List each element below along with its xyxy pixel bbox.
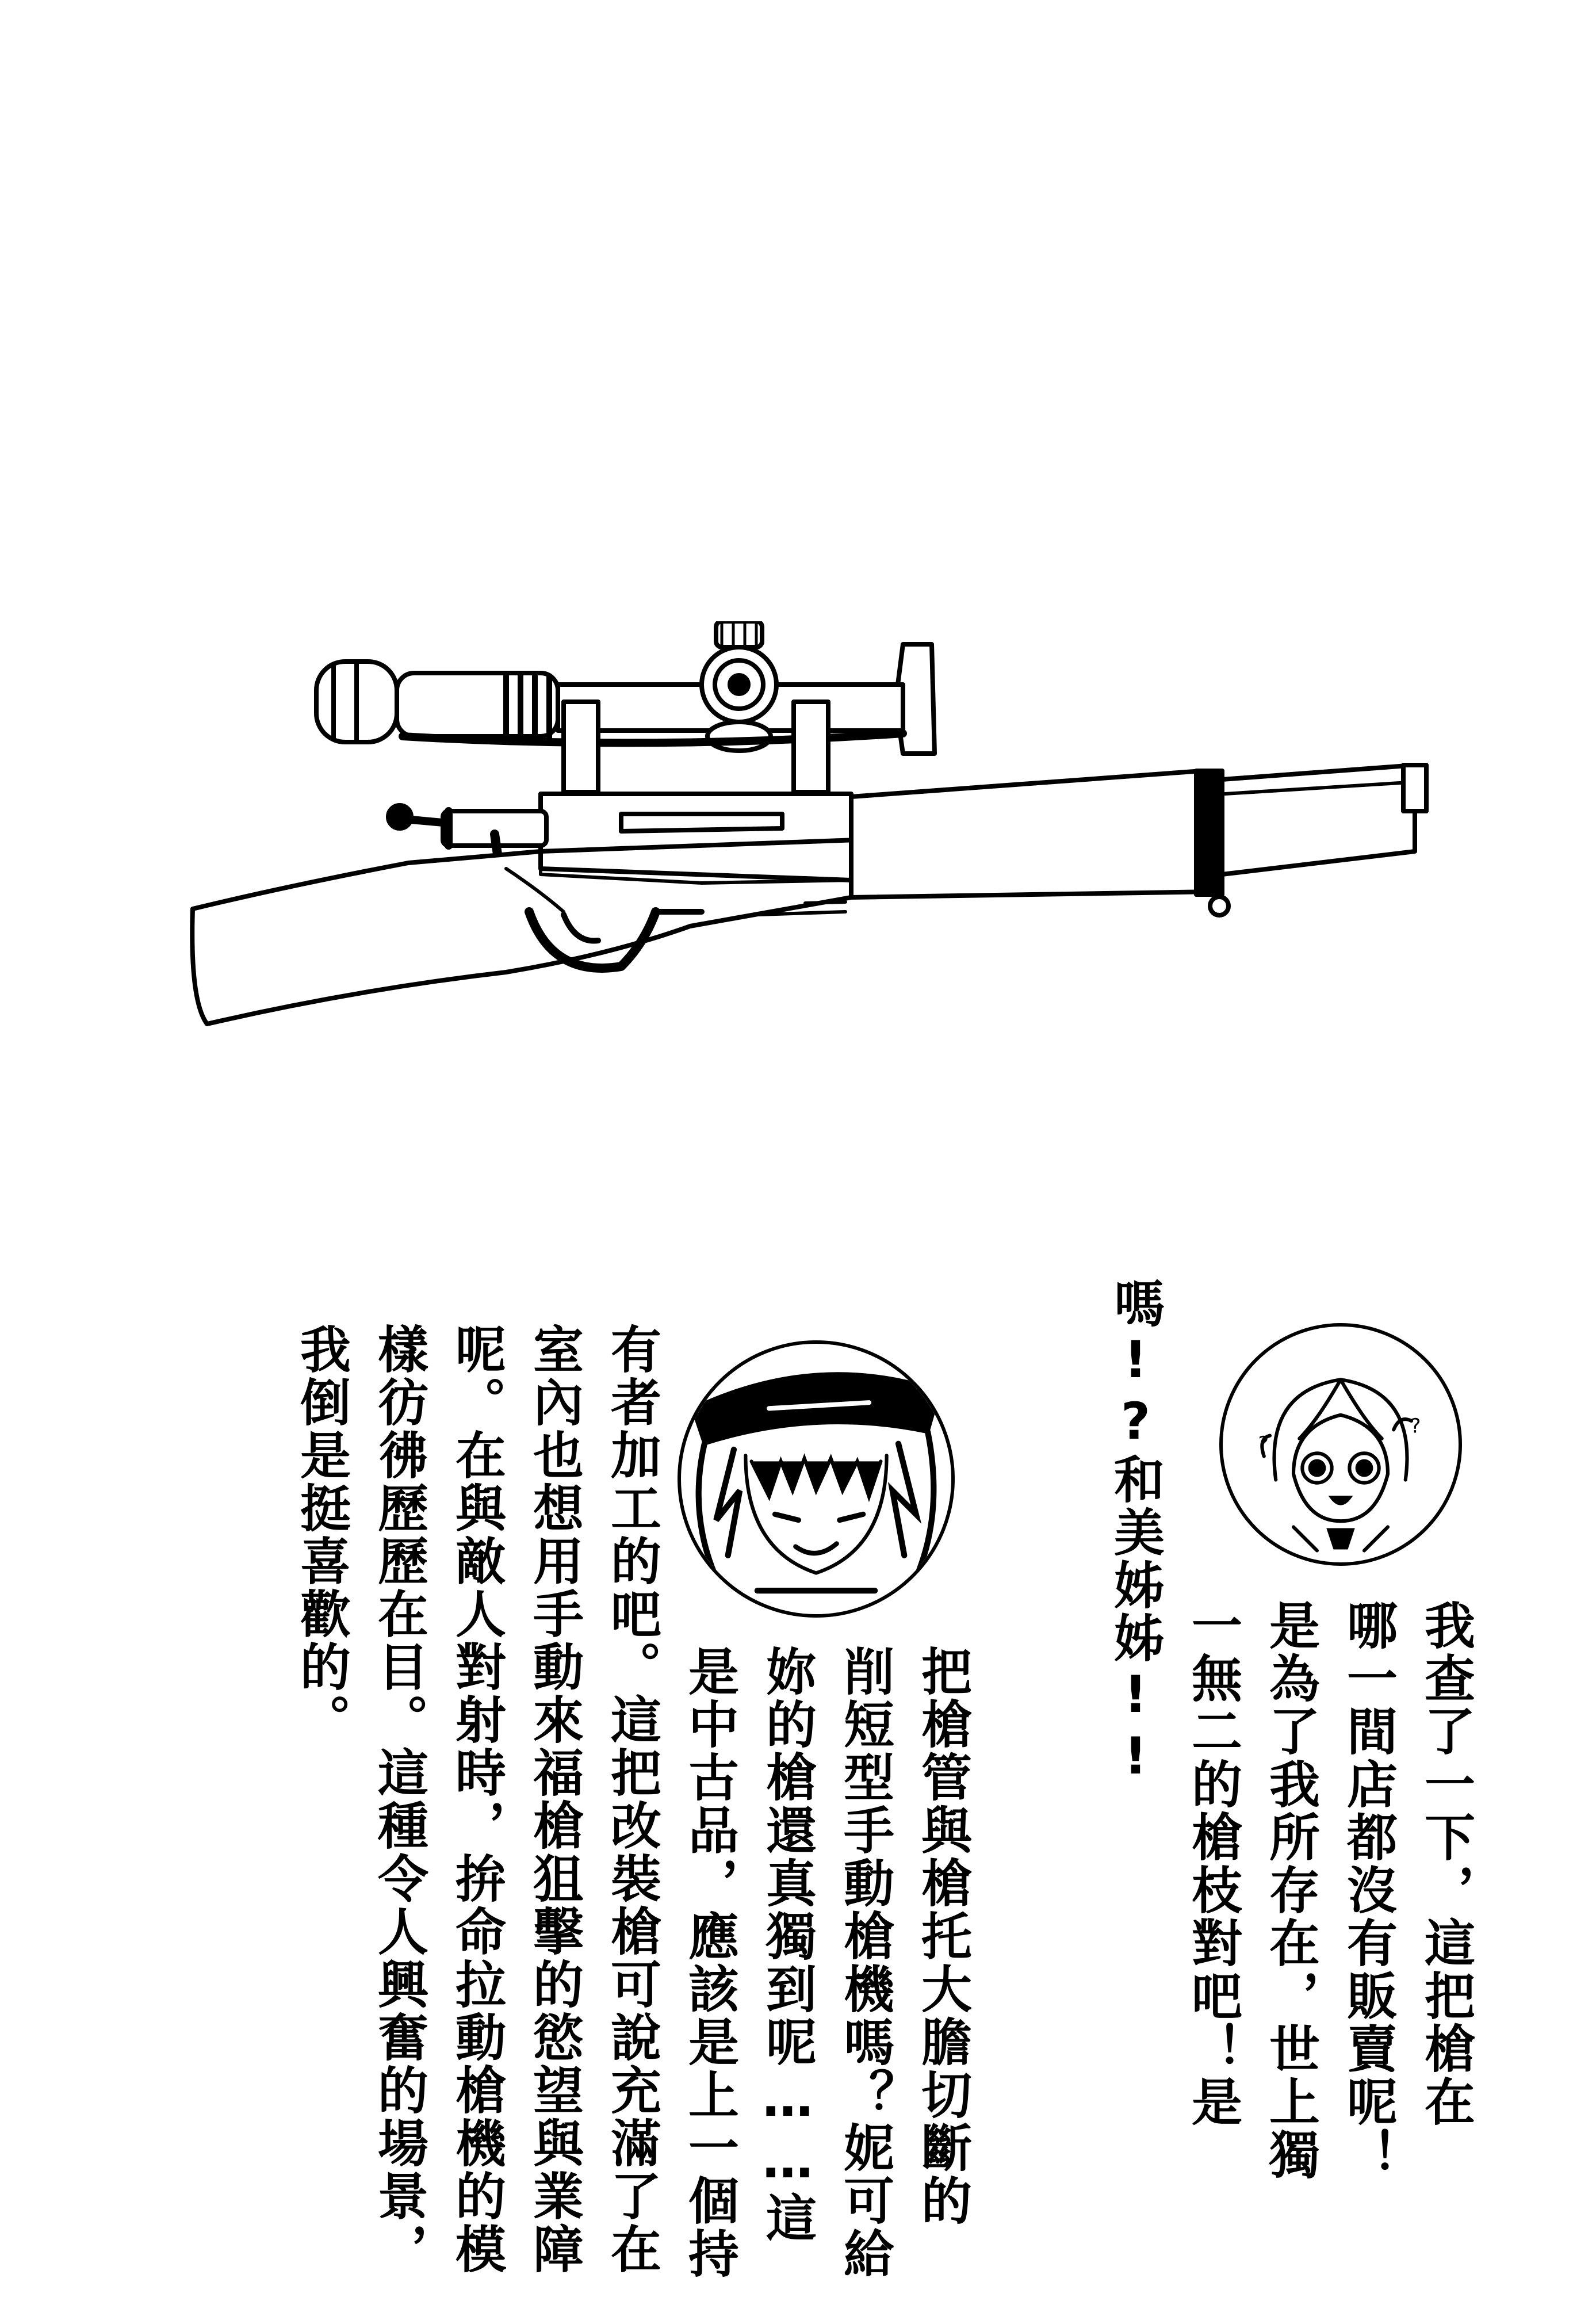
commentary-2-column-8: 樣彷彿歷歷在目。這種令人興奮的場景， [370,1323,429,2276]
scoped-rifle-illustration [184,621,1438,1035]
commentary-2-column-6: 室內也想用手動來福槍狙擊的慾望與業障 [525,1323,584,2276]
commentary-2-column-1: 把槍管與槍托大膽切斷的 [913,1645,973,2227]
commentary-1-column-1: 我查了一下，這把槍在 [1417,1599,1476,2128]
girl-character-avatar [1219,1323,1462,1566]
svg-text:?: ? [1258,1432,1269,1456]
hat-character-avatar [678,1340,955,1618]
commentary-2-column-3: 妳的槍還真獨到呢……這 [758,1645,817,2245]
commentary-2-column-4: 是中古品，應該是上一個持 [680,1645,740,2280]
svg-text:?: ? [1410,1415,1421,1438]
commentary-2-column-5: 有者加工的吧。這把改裝槍可說充滿了在 [603,1323,662,2276]
commentary-2-column-7: 呢。在與敵人對射時，拚命拉動槍機的模 [447,1323,507,2276]
rifle-stock [192,851,851,1024]
commentary-2-column-2: 削短型手動槍機嗎？妮可給 [836,1645,895,2280]
commentary-1-column-3: 是為了我所存在，世上獨 [1261,1599,1321,2181]
commentary-1-column-2: 哪一間店都沒有販賣呢！ [1339,1599,1398,2181]
commentary-2-column-9: 我倒是挺喜歡的。 [292,1323,351,1746]
commentary-1-column-4: 一無二的槍枝對吧！是 [1184,1599,1243,2128]
commentary-1-column-5: 嗎!?和美姊姊!! [1106,1277,1165,1788]
rifle-scope [316,621,935,754]
